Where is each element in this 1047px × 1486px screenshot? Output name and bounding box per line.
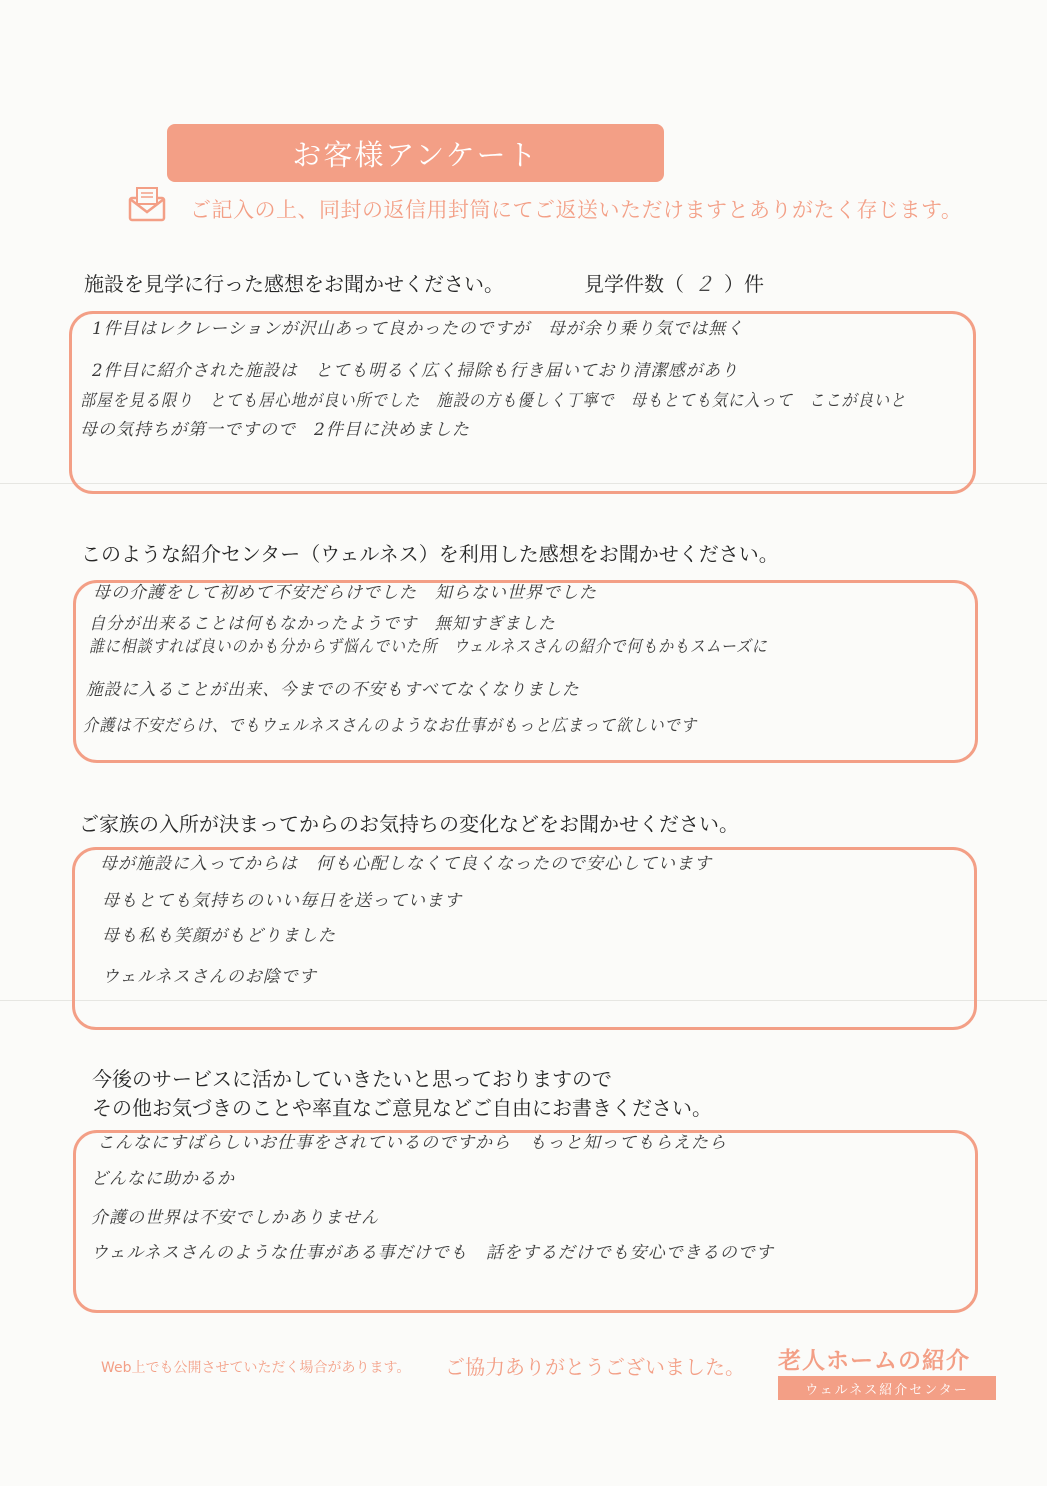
answer-line: 母も私も笑顔がもどりました	[102, 926, 336, 946]
survey-title: お客様アンケート	[292, 137, 539, 172]
visit-count-suffix: ）件	[724, 272, 764, 296]
answer-line: 施設に入ることが出来、今までの不安もすべてなくなりました	[86, 680, 580, 700]
answer-line: 自分が出来ることは何もなかったようです 無知すぎました	[89, 614, 556, 634]
survey-title-banner	[167, 124, 664, 182]
answer-line: こんなにすばらしいお仕事をされているのですから もっと知ってもらえたら	[97, 1133, 727, 1153]
return-instruction: ご記入の上、同封の返信用封筒にてご返送いただけますとありがたく存じます。	[190, 198, 963, 222]
envelope-icon	[128, 186, 166, 222]
answer-line: どんなに助かるか	[91, 1169, 235, 1189]
question-feedback-line2: その他お気づきのことや率直なご意見などご自由にお書きください。	[92, 1096, 712, 1120]
question-feelings-after-admission: ご家族の入所が決まってからのお気持ちの変化などをお聞かせください。	[79, 812, 739, 836]
answer-line: 2件目に紹介された施設は とても明るく広く掃除も行き届いており清潔感があり	[92, 361, 739, 381]
visit-count-label: 見学件数（	[584, 272, 684, 296]
question-feedback-line1: 今後のサービスに活かしていきたいと思っておりますので	[92, 1067, 612, 1091]
question-impression-of-visit: 施設を見学に行った感想をお聞かせください。	[84, 272, 504, 296]
answer-line: ウェルネスさんのお陰です	[102, 967, 317, 987]
answer-line: 介護は不安だらけ、でもウェルネスさんのようなお仕事がもっと広まって欲しいです	[83, 716, 697, 736]
company-logo-text: 老人ホームの紹介	[778, 1348, 970, 1374]
answer-line: 母もとても気持ちのいい毎日を送っています	[102, 891, 462, 911]
answer-line: 母の気持ちが第一ですので 2件目に決めました	[80, 420, 470, 440]
answer-line: 母が施設に入ってからは 何も心配しなくて良くなったので安心しています	[100, 854, 712, 874]
answer-line: 部屋を見る限り とても居心地が良い所でした 施設の方も優しく丁寧で 母もとても気に入って ここが良いと	[80, 391, 907, 411]
visit-count-value: ２	[694, 272, 714, 296]
answer-line: 誰に相談すれば良いのかも分からず悩んでいた所 ウェルネスさんの紹介で何もかもスムーズに	[89, 637, 768, 657]
answer-line: 介護の世界は不安でしかありません	[91, 1208, 379, 1228]
answer-line: 母の介護をして初めて不安だらけでした 知らない世界でした	[93, 583, 597, 603]
company-logo-subtitle: ウェルネス紹介センター	[778, 1376, 996, 1400]
answer-line: ウェルネスさんのような仕事がある事だけでも 話をするだけでも安心できるのです	[91, 1243, 774, 1263]
visit-count	[584, 268, 764, 297]
question-impression-of-center: このような紹介センター（ウェルネス）を利用した感想をお聞かせください。	[81, 542, 779, 566]
answer-line: 1件目はレクレーションが沢山あって良かったのですが 母が余り乗り気では無く	[92, 319, 745, 339]
thank-you-message: ご協力ありがとうございました。	[445, 1355, 745, 1379]
web-publication-note: Web上でも公開させていただく場合があります。	[101, 1360, 411, 1376]
